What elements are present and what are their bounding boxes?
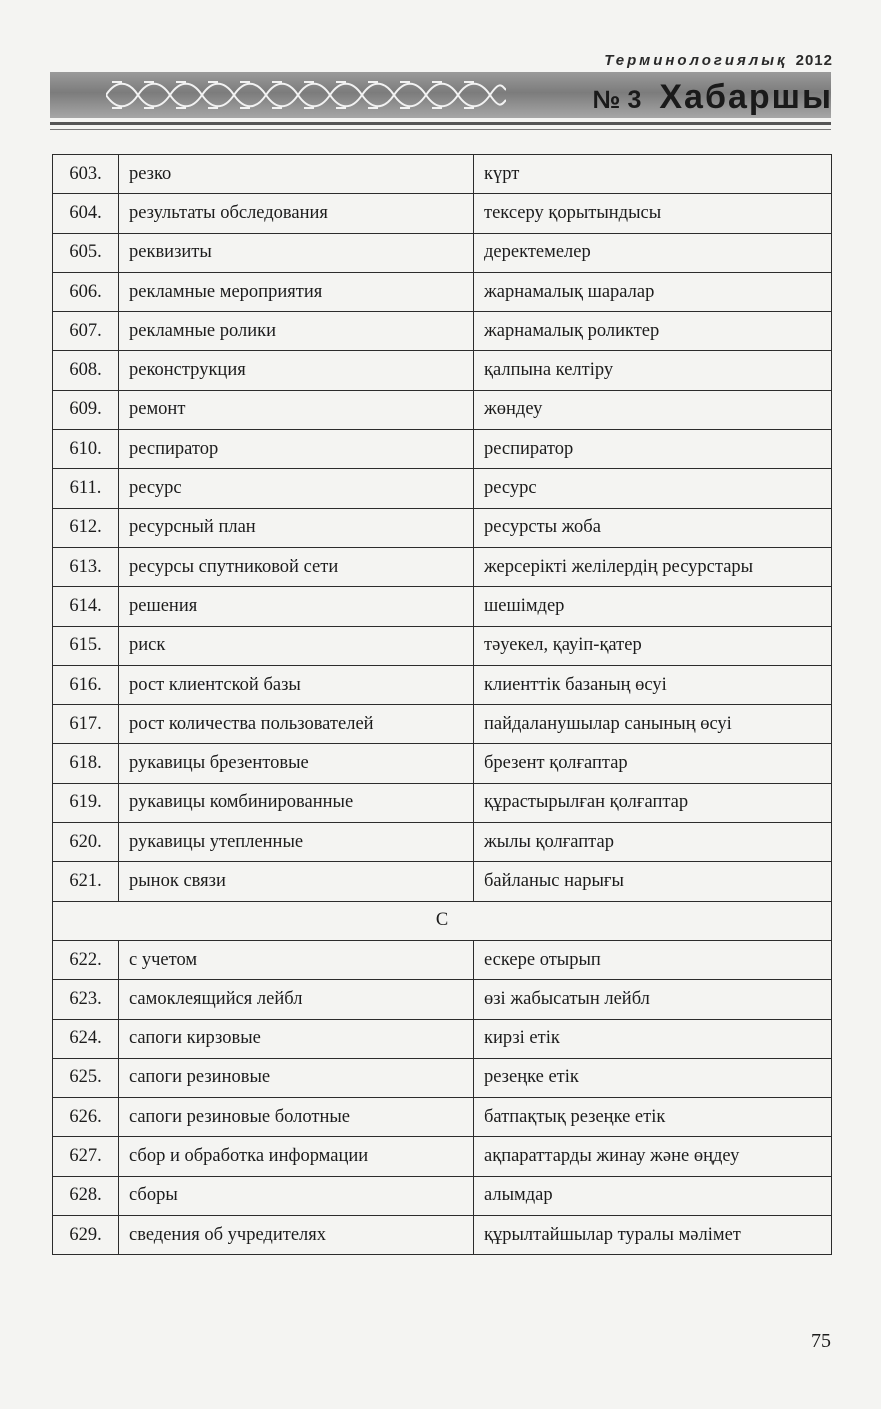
term-row: [53, 547, 832, 586]
term-number: 610.: [53, 430, 119, 469]
term-number: 626.: [53, 1098, 119, 1137]
term-number: 608.: [53, 351, 119, 390]
russian-term: самоклеящийся лейбл: [119, 980, 474, 1019]
term-row: [53, 194, 832, 233]
russian-term: сведения об учредителях: [119, 1216, 474, 1255]
russian-term: сбор и обработка информации: [119, 1137, 474, 1176]
russian-term: сборы: [119, 1176, 474, 1215]
russian-term: ресурсный план: [119, 508, 474, 547]
kazakh-term: жылы қолғаптар: [474, 823, 832, 862]
term-number: 603.: [53, 155, 119, 194]
kazakh-term: құрылтайшылар туралы мәлімет: [474, 1216, 832, 1255]
russian-term: ремонт: [119, 390, 474, 429]
term-row: [53, 1019, 832, 1058]
term-number: 622.: [53, 940, 119, 979]
term-row: [53, 744, 832, 783]
term-number: 606.: [53, 272, 119, 311]
term-number: 627.: [53, 1137, 119, 1176]
term-row: [53, 665, 832, 704]
kazakh-term: жөндеу: [474, 390, 832, 429]
term-number: 612.: [53, 508, 119, 547]
russian-term: рынок связи: [119, 862, 474, 901]
russian-term: с учетом: [119, 940, 474, 979]
term-row: [53, 430, 832, 469]
russian-term: реконструкция: [119, 351, 474, 390]
kazakh-term: ресурсты жоба: [474, 508, 832, 547]
term-number: 611.: [53, 469, 119, 508]
kazakh-term: жарнамалық роликтер: [474, 312, 832, 351]
term-row: [53, 1176, 832, 1215]
kazakh-term: жарнамалық шаралар: [474, 272, 832, 311]
russian-term: резко: [119, 155, 474, 194]
term-row: [53, 940, 832, 979]
russian-term: риск: [119, 626, 474, 665]
header-rule: [50, 122, 831, 125]
term-number: 621.: [53, 862, 119, 901]
russian-term: реквизиты: [119, 233, 474, 272]
term-number: 628.: [53, 1176, 119, 1215]
term-number: 619.: [53, 783, 119, 822]
section-letter-row: [53, 901, 832, 940]
russian-term: рукавицы утепленные: [119, 823, 474, 862]
term-row: [53, 312, 832, 351]
term-row: [53, 705, 832, 744]
header-rule-thin: [50, 129, 831, 130]
issue-number: № 3: [592, 86, 642, 114]
journal-title: Терминологиялық: [604, 52, 788, 69]
russian-term: рукавицы брезентовые: [119, 744, 474, 783]
term-row: [53, 626, 832, 665]
term-row: [53, 390, 832, 429]
kazakh-term: кирзі етік: [474, 1019, 832, 1058]
russian-term: ресурс: [119, 469, 474, 508]
term-number: 604.: [53, 194, 119, 233]
bulletin-title: Хабаршы: [659, 78, 833, 116]
term-number: 623.: [53, 980, 119, 1019]
kazakh-term: клиенттік базаның өсуі: [474, 665, 832, 704]
kazakh-term: ресурс: [474, 469, 832, 508]
russian-term: сапоги резиновые: [119, 1058, 474, 1097]
kazakh-term: байланыс нарығы: [474, 862, 832, 901]
term-row: [53, 862, 832, 901]
ornament-pattern: [106, 76, 506, 114]
russian-term: результаты обследования: [119, 194, 474, 233]
kazakh-term: деректемелер: [474, 233, 832, 272]
term-row: [53, 233, 832, 272]
term-row: [53, 272, 832, 311]
section-letter: С: [53, 901, 832, 940]
term-number: 624.: [53, 1019, 119, 1058]
term-number: 605.: [53, 233, 119, 272]
kazakh-term: батпақтық резеңке етік: [474, 1098, 832, 1137]
term-number: 620.: [53, 823, 119, 862]
russian-term: рост клиентской базы: [119, 665, 474, 704]
russian-term: рекламные ролики: [119, 312, 474, 351]
kazakh-term: өзі жабысатын лейбл: [474, 980, 832, 1019]
term-row: [53, 823, 832, 862]
term-number: 613.: [53, 547, 119, 586]
term-row: [53, 587, 832, 626]
terms-table: [52, 154, 832, 1255]
term-number: 609.: [53, 390, 119, 429]
term-row: [53, 980, 832, 1019]
issue-title: [593, 78, 833, 117]
journal-name: [604, 52, 833, 69]
russian-term: ресурсы спутниковой сети: [119, 547, 474, 586]
term-row: [53, 1098, 832, 1137]
kazakh-term: респиратор: [474, 430, 832, 469]
terms-table-body: [53, 155, 832, 1255]
term-number: 616.: [53, 665, 119, 704]
kazakh-term: ескере отырып: [474, 940, 832, 979]
term-number: 614.: [53, 587, 119, 626]
kazakh-term: шешімдер: [474, 587, 832, 626]
term-number: 615.: [53, 626, 119, 665]
term-number: 618.: [53, 744, 119, 783]
russian-term: рост количества пользователей: [119, 705, 474, 744]
kazakh-term: қалпына келтіру: [474, 351, 832, 390]
term-row: [53, 469, 832, 508]
term-number: 625.: [53, 1058, 119, 1097]
term-row: [53, 1058, 832, 1097]
term-row: [53, 155, 832, 194]
russian-term: рекламные мероприятия: [119, 272, 474, 311]
term-row: [53, 1137, 832, 1176]
term-row: [53, 508, 832, 547]
kazakh-term: пайдаланушылар санының өсуі: [474, 705, 832, 744]
term-row: [53, 1216, 832, 1255]
kazakh-term: күрт: [474, 155, 832, 194]
term-number: 629.: [53, 1216, 119, 1255]
russian-term: респиратор: [119, 430, 474, 469]
kazakh-term: жерсерікті желілердің ресурстары: [474, 547, 832, 586]
term-row: [53, 351, 832, 390]
russian-term: сапоги резиновые болотные: [119, 1098, 474, 1137]
kazakh-term: ақпараттарды жинау және өңдеу: [474, 1137, 832, 1176]
page-header: [0, 0, 881, 140]
russian-term: рукавицы комбинированные: [119, 783, 474, 822]
kazakh-term: резеңке етік: [474, 1058, 832, 1097]
page-number: 75: [811, 1330, 831, 1352]
russian-term: сапоги кирзовые: [119, 1019, 474, 1058]
kazakh-term: алымдар: [474, 1176, 832, 1215]
kazakh-term: брезент қолғаптар: [474, 744, 832, 783]
russian-term: решения: [119, 587, 474, 626]
journal-year: 2012: [795, 52, 833, 69]
term-row: [53, 783, 832, 822]
term-number: 607.: [53, 312, 119, 351]
kazakh-term: тексеру қорытындысы: [474, 194, 832, 233]
term-number: 617.: [53, 705, 119, 744]
kazakh-term: құрастырылған қолғаптар: [474, 783, 832, 822]
kazakh-term: тәуекел, қауіп-қатер: [474, 626, 832, 665]
